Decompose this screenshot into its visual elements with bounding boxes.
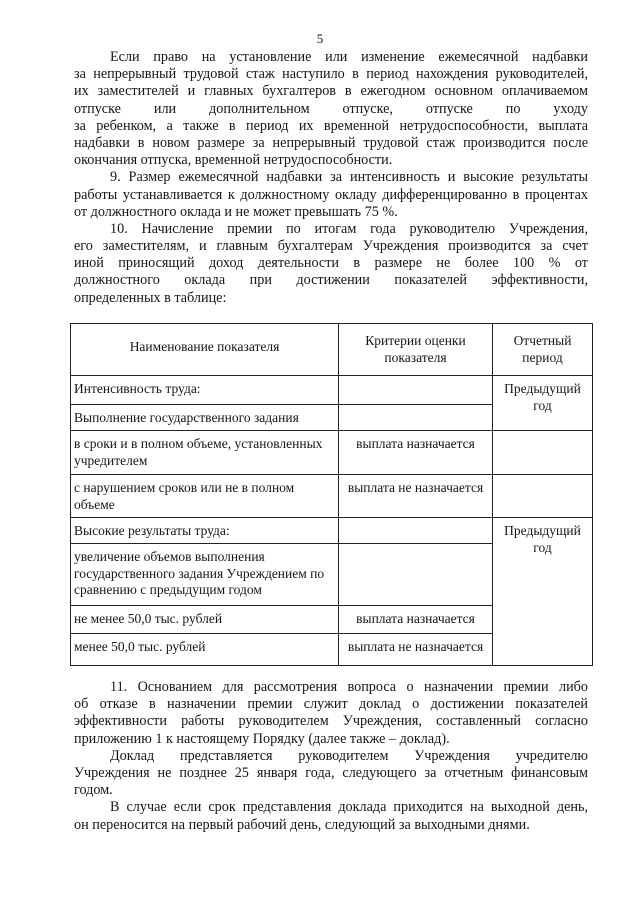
- paragraph-item-11: [74, 679, 588, 748]
- paragraph-report: [74, 748, 588, 800]
- text-line: 9. Размер ежемесячной надбавки за интенсивность и высокие результаты: [110, 169, 588, 186]
- indicator-cell: Интенсивность труда:: [71, 376, 339, 405]
- text-line: Если право на установление или изменение ежемесячной надбавки: [110, 49, 588, 65]
- text-line: работы устанавливается к должностному окладу дифференцированно в процентах: [74, 186, 588, 203]
- criterion-cell: выплата назначается: [339, 431, 493, 475]
- criterion-cell: выплата не назначается: [339, 475, 493, 518]
- criterion-cell: [339, 544, 493, 606]
- text-line: годом.: [74, 782, 113, 799]
- period-cell: Предыдущий год: [493, 376, 593, 431]
- text-line: надбавки в новом размере за непрерывный трудовой стаж производится после: [74, 134, 588, 151]
- period-cell: Предыдущий год: [493, 518, 593, 666]
- table-row: [71, 431, 593, 475]
- criterion-cell: [339, 518, 493, 544]
- text-line: от должностного оклада и не может превышать 75 %.: [74, 203, 398, 220]
- text-line: приложению 1 к настоящему Порядку (далее также – доклад).: [74, 730, 450, 747]
- paragraph-item-9: [74, 169, 588, 221]
- page-number: 5: [316, 31, 324, 46]
- text-line: его заместителям, и главным бухгалтерам Учреждения производится за счет: [74, 238, 588, 255]
- paragraph-seniority-bonus: [74, 49, 588, 169]
- indicators-table: [70, 323, 593, 666]
- table-row: [71, 518, 593, 544]
- text-line: за непрерывный трудовой стаж наступило в период нахождения руководителей,: [74, 66, 588, 83]
- header-indicator: Наименование показателя: [71, 324, 339, 376]
- indicator-cell: увеличение объемов выполнения государственного задания Учреждением по сравнению с предыдущим годом: [71, 544, 339, 606]
- text-line: иной приносящий доход деятельности в размере не более 100 % от: [74, 255, 588, 272]
- header-criteria: Критерии оценки показателя: [339, 324, 493, 376]
- criterion-cell: выплата не назначается: [339, 634, 493, 666]
- text-line: за ребенком, а также в период их временной нетрудоспособности, выплата: [74, 117, 588, 134]
- indicator-cell: не менее 50,0 тыс. рублей: [71, 606, 339, 634]
- indicator-cell: Выполнение государственного задания: [71, 405, 339, 431]
- text-line: их заместителей и главных бухгалтеров в ежегодном основном оплачиваемом: [74, 83, 588, 100]
- text-line: он переносится на первый рабочий день, следующий за выходными днями.: [74, 816, 530, 833]
- text-line: Доклад представляется руководителем Учреждения учредителю: [110, 747, 588, 764]
- paragraph-weekend: [74, 799, 588, 833]
- text-line: отпуске или дополнительном отпуске, отпуске по уходу: [74, 100, 588, 117]
- header-period: Отчетный период: [493, 324, 593, 376]
- paragraph-item-10: [74, 221, 588, 307]
- indicator-cell: Высокие результаты труда:: [71, 518, 339, 544]
- body-text-bottom: [74, 679, 588, 834]
- text-line: об отказе в назначении премии служит доклад о достижении показателей: [74, 696, 588, 713]
- table-header-row: [71, 324, 593, 376]
- indicator-cell: в сроки и в полном объеме, установленных учредителем: [71, 431, 339, 475]
- text-line: В случае если срок представления доклада приходится на выходной день,: [110, 799, 588, 816]
- text-line: 11. Основанием для рассмотрения вопроса о назначении премии либо: [110, 679, 588, 695]
- text-line: определенных в таблице:: [74, 289, 227, 306]
- period-cell: [493, 431, 593, 475]
- criterion-cell: [339, 405, 493, 431]
- text-line: окончания отпуска, временной нетрудоспособности.: [74, 152, 393, 169]
- text-line: 10. Начисление премии по итогам года руководителю Учреждения,: [110, 220, 588, 237]
- indicator-cell: менее 50,0 тыс. рублей: [71, 634, 339, 666]
- table-row: [71, 475, 593, 518]
- criterion-cell: [339, 376, 493, 405]
- period-cell: [493, 475, 593, 518]
- body-text-top: [74, 49, 588, 307]
- text-line: должностного оклада при достижении показателей эффективности,: [74, 272, 588, 289]
- criterion-cell: выплата назначается: [339, 606, 493, 634]
- text-line: Учреждения не позднее 25 января года, следующего за отчетным финансовым: [74, 764, 588, 781]
- table-row: [71, 376, 593, 405]
- text-line: эффективности работы руководителем Учреждения, составленный согласно: [74, 713, 588, 730]
- indicator-cell: с нарушением сроков или не в полном объеме: [71, 475, 339, 518]
